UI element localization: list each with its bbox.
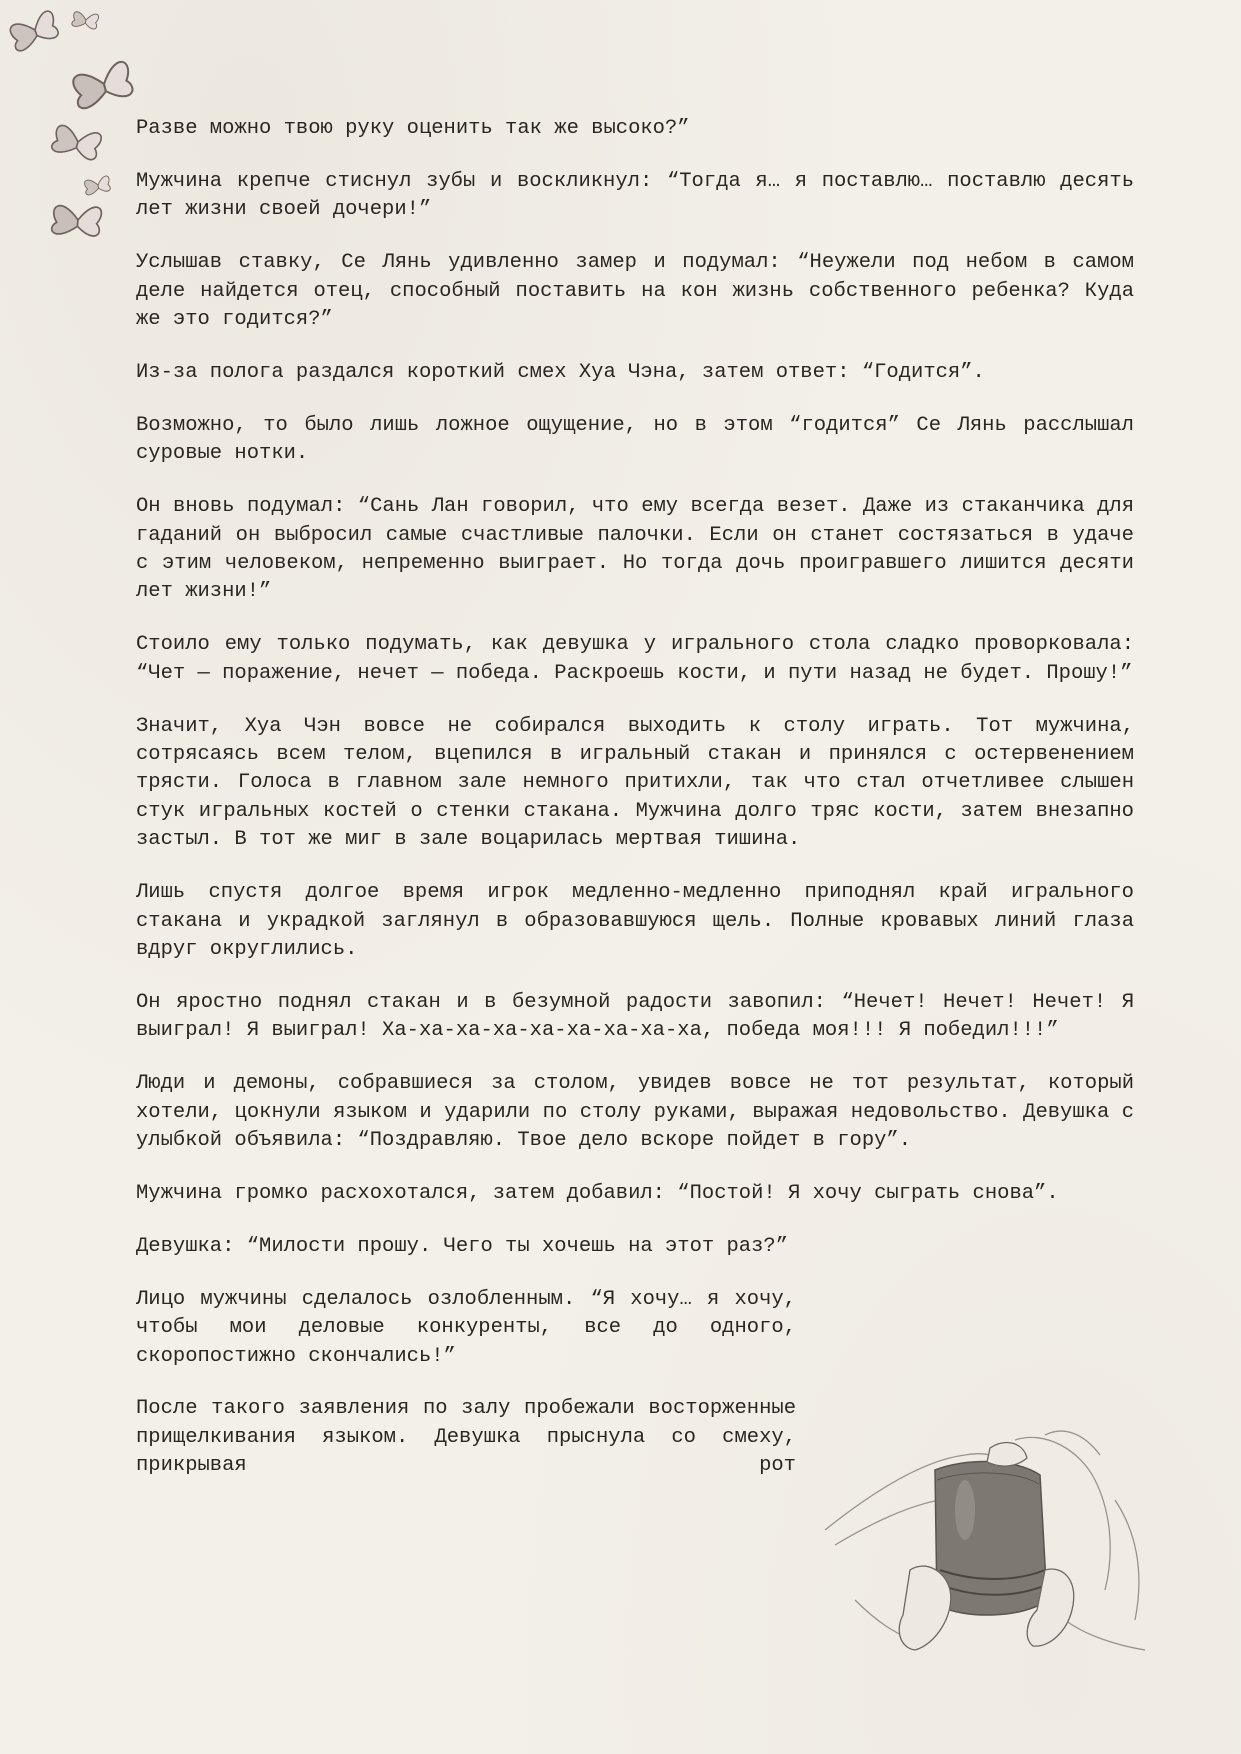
hands-holding-dice-cup-illustration bbox=[815, 1420, 1150, 1660]
paragraph-14: Лицо мужчины сделалось озлобленным. “Я хочу… я хочу, чтобы мои деловые конкуренты, все до одного, скоропостижно скончались!” bbox=[136, 1287, 796, 1368]
paragraph-4: Из-за полога раздался короткий смех Хуа Чэна, затем ответ: “Годится”. bbox=[136, 360, 985, 384]
chapter-text bbox=[136, 115, 1134, 1505]
paragraph-10: Он яростно поднял стакан и в безумной радости завопил: “Нечет! Нечет! Нечет! Я выиграл! Я выиграл! Ха-ха-ха-ха-ха-ха-ха-ха-ха, победа моя!!! Я победил!!!” bbox=[136, 990, 1134, 1043]
paragraph-11: Люди и демоны, собравшиеся за столом, увидев вовсе не тот результат, который хотели, цокнули языком и ударили по столу руками, выражая недовольство. Девушка с улыбкой объявила: “Поздравляю. Твое дело вскоре пойдет в гору”. bbox=[136, 1072, 1134, 1152]
paragraph-15: После такого заявления по залу пробежали восторженные прищелкивания языком. Девушка прыснула со смеху, прикрывая рот bbox=[136, 1397, 796, 1478]
butterfly-icon bbox=[8, 10, 61, 53]
paragraph-7: Стоило ему только подумать, как девушка у игрального стола сладко проворковала: “Чет — поражение, нечет — победа. Раскроешь кости, и пути назад не будет. Прошу!” bbox=[136, 633, 1134, 685]
butterflies-ornament bbox=[0, 0, 140, 250]
paragraph-9: Лишь спустя долгое время игрок медленно-медленно приподнял край игрального стакана и украдкой заглянул в образовавшуюся щель. Полные кровавых линий глаза вдруг округлились. bbox=[136, 881, 1134, 961]
paragraph-3: Услышав ставку, Се Лянь удивленно замер и подумал: “Неужели под небом в самом деле найдется отец, способный поставить на кон жизнь собственного ребенка? Куда же это годится?” bbox=[136, 251, 1134, 332]
paragraph-5: Возможно, то было лишь ложное ощущение, но в этом “годится” Се Лянь расслышал суровые нотки. bbox=[136, 413, 1134, 466]
paragraph-8: Значит, Хуа Чэн вовсе не собирался выходить к столу играть. Тот мужчина, сотрясаясь всем телом, вцепился в игральный стакан и принялся с остервенением трясти. Голоса в главном зале немного притихли, так что стал отчетливее слышен стук игральных костей о стенки стакана. Мужчина долго тряс кости, затем внезапно застыл. В тот же миг в зале воцарилась мертвая тишина. bbox=[136, 714, 1134, 852]
butterfly-icon bbox=[70, 60, 135, 109]
paragraph-12: Мужчина громко расхохотался, затем добавил: “Постой! Я хочу сыграть снова”. bbox=[136, 1181, 1059, 1205]
butterfly-icon bbox=[51, 203, 102, 237]
paragraph-1: Разве можно твою руку оценить так же высоко?” bbox=[136, 117, 690, 140]
butterfly-icon bbox=[51, 122, 103, 161]
paragraph-13: Девушка: “Милости прошу. Чего ты хочешь на этот раз?” bbox=[136, 1234, 789, 1258]
butterfly-icon bbox=[71, 10, 99, 30]
butterfly-icon bbox=[84, 176, 112, 196]
paragraph-2: Мужчина крепче стиснул зубы и воскликнул: “Тогда я… я поставлю… поставлю десять лет жизни своей дочери!” bbox=[136, 169, 1134, 222]
dice-cup-icon bbox=[935, 1462, 1047, 1615]
paragraph-6: Он вновь подумал: “Сань Лан говорил, что ему всегда везет. Даже из стаканчика для гаданий он выбросил самые счастливые палочки. Если он станет состязаться в удаче с этим человеком, непременно выиграет. Но тогда дочь проигравшего лишится десяти лет жизни!” bbox=[136, 495, 1134, 604]
